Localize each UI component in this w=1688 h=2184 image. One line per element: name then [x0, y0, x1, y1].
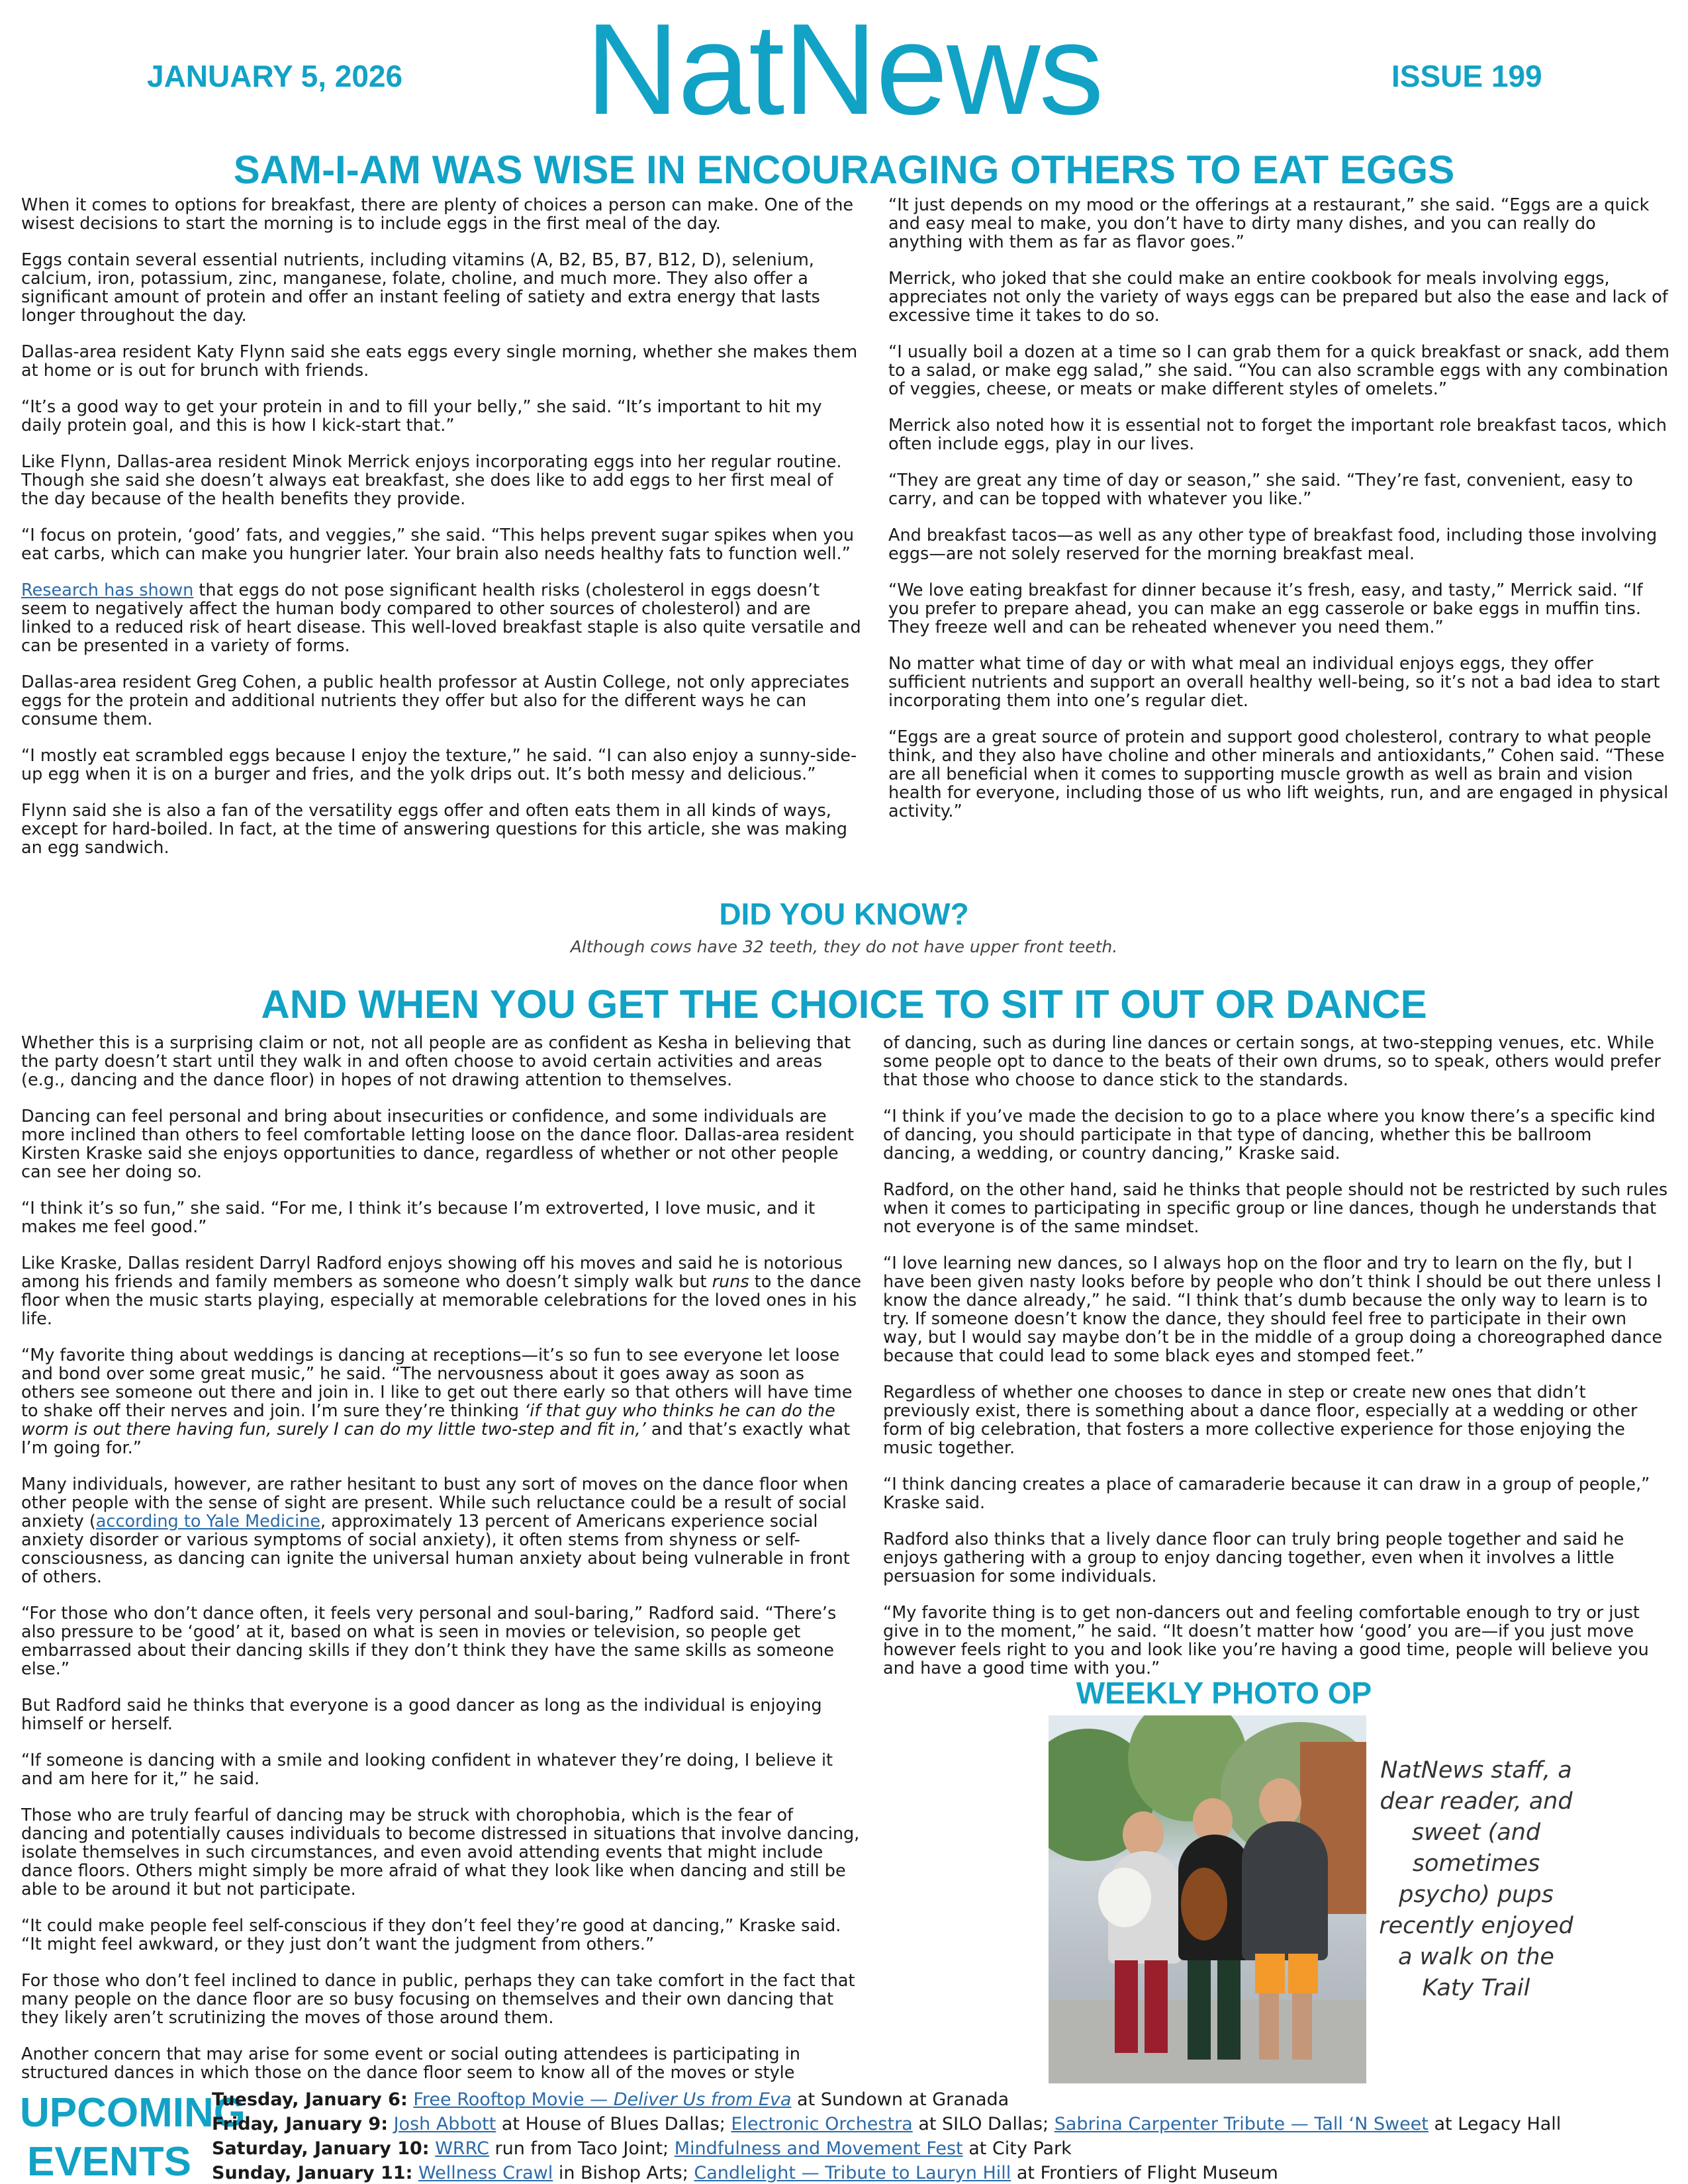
event-day: Tuesday, January 6:: [212, 2089, 408, 2110]
event-link[interactable]: [394, 2114, 496, 2134]
event-link-text: Wellness Crawl: [418, 2163, 553, 2183]
issue-number: ISSUE 199: [1391, 59, 1542, 93]
article2-paragraph: “If someone is dancing with a smile and looking confident in whatever they’re doing, I believe it and am here for it,” he said.: [21, 1751, 833, 1789]
event-link[interactable]: [418, 2163, 553, 2183]
article1-paragraph: Dallas-area resident Greg Cohen, a public health professor at Austin College, not only appreciates eggs for the protein and additional nutrients they offer but also for the different ways he can consume them.: [21, 672, 850, 729]
event-text: run from Taco Joint;: [489, 2138, 675, 2159]
event-text: [412, 2163, 418, 2183]
article2-paragraph: Whether this is a surprising claim or not, not all people are as confident as Kesha in believing that the party doesn’t start until they walk in and often choose to avoid certain activities and areas (e.g., dancing and the dance floor) in hopes of not drawing attention to themselves.: [21, 1033, 851, 1090]
event-link-italic-text: Deliver Us from Eva: [613, 2089, 792, 2110]
article1-left-column: [21, 196, 862, 875]
research-paragraph: Research has shown that eggs do not pose significant health risks (cholesterol in eggs doesn’t seem to negatively affect the human body compared to other sources of cholesterol) and are linked to a reduced risk of heart disease. This well-loved breakfast staple is also quite versatile and can be presented in a variety of forms.: [21, 580, 861, 656]
upcoming-events-label: UPCOMING EVENTS: [20, 2090, 246, 2184]
event-link[interactable]: [675, 2138, 963, 2159]
yale-medicine-link[interactable]: according to Yale Medicine: [95, 1512, 321, 1531]
photo-op-caption: NatNews staff, a dear reader, and sweet (and sometimes psycho) pups recently enjoyed a walk on the Katy Trail: [1379, 1757, 1573, 2001]
event-link-text: Mindfulness and Movement Fest: [674, 2138, 963, 2159]
article1-paragraph: “We love eating breakfast for dinner because it’s fresh, easy, and tasty,” Merrick said. “If you prefer to prepare ahead, you can make an egg casserole or bake eggs in muffin tins. They freeze well and can be reheated whenever you need them.”: [888, 580, 1643, 637]
article2-paragraph: For those who don’t feel inclined to dance in public, perhaps they can take comfort in the fact that many people on the dance floor are so busy focusing on themselves and their own dancing that they likely aren’t scrutinizing the moves of those around them.: [21, 1971, 855, 2028]
article1-paragraph: “They are great any time of day or season,” she said. “They’re fast, convenient, easy to carry, and can be topped with whatever you like.”: [888, 471, 1633, 509]
article2-paragraph: Radford also thinks that a lively dance floor can truly bring people together and said he enjoys gathering with a group to enjoy dancing together, even when it involves a little persuasion for some individuals.: [883, 1529, 1624, 1586]
article1-paragraph: “I usually boil a dozen at a time so I can grab them for a quick breakfast or snack, add them to a salad, or make egg salad,” she said. “You can also scramble eggs with any combination of veggies, cheese, or meats or make different styles of omelets.”: [888, 342, 1669, 399]
event-text: at House of Blues Dallas;: [496, 2114, 731, 2134]
article2-paragraph: “I think if you’ve made the decision to go to a place where you know there’s a specific kind of dancing, you should participate in that type of dancing, whether this be ballroom dancing, a wedding, or country dancing,” Kraske said.: [883, 1107, 1656, 1163]
event-text: [388, 2114, 394, 2134]
article1-headline: SAM-I-AM WAS WISE IN ENCOURAGING OTHERS TO EAT EGGS: [233, 148, 1455, 192]
event-link[interactable]: [413, 2089, 791, 2110]
article2-right-column: [883, 1034, 1668, 1696]
research-link[interactable]: Research has shown: [21, 580, 194, 600]
event-text: in Bishop Arts;: [553, 2163, 694, 2183]
article1-paragraph: Merrick, who joked that she could make an entire cookbook for meals involving eggs, appreciates not only the variety of ways eggs can be prepared but also the ease and lack of excessive time it takes to do so.: [888, 269, 1668, 326]
article1-paragraph: No matter what time of day or with what meal an individual enjoys eggs, they offer sufficient nutrients and support an overall healthy well-being, so it’s not a bad idea to start incorporating them into one’s regular diet.: [888, 654, 1660, 711]
photo-op-heading: WEEKLY PHOTO OP: [1076, 1676, 1372, 1710]
article2-paragraph: Radford, on the other hand, said he thinks that people should not be restricted by such rules when it comes to participating in specific group or line dances, though he understands that not everyone is of the same mindset.: [883, 1180, 1668, 1237]
article2-paragraph: “For those who don’t dance often, it feels very personal and soul-baring,” Radford said. “There’s also pressure to be ‘good’ at it, based on what is seen in movies or television, so people get embarrassed about their dancing skills if they don’t think they have the same skills as someone else.”: [21, 1604, 837, 1679]
event-text: [430, 2138, 436, 2159]
article2-paragraph: “I think dancing creates a place of camaraderie because it can draw in a group of people,” Kraske said.: [883, 1475, 1650, 1513]
article2-headline: AND WHEN YOU GET THE CHOICE TO SIT IT OUT OR DANCE: [261, 982, 1427, 1026]
article1-paragraph: Merrick also noted how it is essential not to forget the important role breakfast tacos, which often include eggs, play in our lives.: [888, 416, 1667, 454]
issue-date: JANUARY 5, 2026: [147, 59, 403, 93]
article2-paragraph: “It could make people feel self-conscious if they don’t feel they’re good at dancing,” Kraske said. “It might feel awkward, or they just don’t want the judgment from others.”: [21, 1916, 841, 1954]
event-row: [212, 2087, 1668, 2112]
photo-op-image: [1049, 1715, 1366, 2083]
event-link[interactable]: [731, 2114, 912, 2134]
did-you-know-heading: DID YOU KNOW?: [719, 897, 969, 931]
did-you-know-text: Although cows have 32 teeth, they do not have upper front teeth.: [570, 937, 1118, 956]
article1-paragraph: Flynn said she is also a fan of the versatility eggs offer and often eats them in all kinds of ways, except for hard-boiled. In fact, at the time of answering questions for this article, she was making an egg sandwich.: [21, 801, 847, 858]
article1-paragraph: Like Flynn, Dallas-area resident Minok Merrick enjoys incorporating eggs into her regular routine. Though she said she doesn’t always eat breakfast, she does like to add eggs to her first meal of the day because of the health benefits they provide.: [21, 452, 842, 509]
event-link[interactable]: [435, 2138, 489, 2159]
event-link-text: Sabrina Carpenter Tribute — Tall ‘N Sweet: [1054, 2114, 1429, 2134]
event-link-text: Free Rooftop Movie —: [413, 2089, 614, 2110]
article1-paragraph: “It’s a good way to get your protein in and to fill your belly,” she said. “It’s important to hit my daily protein goal, and this is how I kick-start that.”: [21, 397, 822, 435]
article1-paragraph: Eggs contain several essential nutrients, including vitamins (A, B2, B5, B7, B12, D), selenium, calcium, iron, potassium, zinc, manganese, folate, choline, and much more. They also offer a significant amount of protein and offer an instant feeling of satiety and extra energy that lasts longer throughout the day.: [21, 250, 820, 326]
article1-right-column: [888, 196, 1669, 839]
article2-paragraph: Like Kraske, Dallas resident Darryl Radford enjoys showing off his moves and said he is notorious among his friends and family members as someone who doesn’t simply walk but runs to the dance floor when the music starts playing, especially at memorable celebrations for the loved ones in his life.: [21, 1253, 862, 1329]
article1-paragraph: Dallas-area resident Katy Flynn said she eats eggs every single morning, whether she makes them at home or is out for brunch with friends.: [21, 342, 858, 381]
event-link-text: WRRC: [435, 2138, 489, 2159]
article1-paragraph: “Eggs are a great source of protein and support good cholesterol, contrary to what people think, and they also have choline and other minerals and antioxidants,” Cohen said. “These are all beneficial when it comes to supporting muscle growth as well as brain and vision health for everyone, including those of us who lift weights, run, and are engaged in physical activity.”: [888, 727, 1669, 821]
article2-paragraph: Many individuals, however, are rather hesitant to bust any sort of moves on the dance floor when other people with the sense of sight are present. While such reluctance could be a result of social anxiety (according to Yale Medicine, approximately 13 percent of Americans experience social anxiety disorder or various symptoms of social anxiety), it often stems from shyness or self-consciousness, as dancing can ignite the universal human anxiety about being vulnerable in front of others.: [21, 1475, 850, 1587]
event-row: [212, 2136, 1668, 2161]
article2-paragraph: Another concern that may arise for some event or social outing attendees is participating in structured dances in which those on the dance floor seem to know all of the moves or style: [21, 2044, 800, 2083]
event-row: [212, 2112, 1668, 2136]
article2-paragraph: “I think it’s so fun,” she said. “For me, I think it’s because I’m extroverted, I love music, and it makes me feel good.”: [21, 1199, 816, 1237]
event-text: at Sundown at Granada: [791, 2089, 1009, 2110]
event-day: Friday, January 9:: [212, 2114, 388, 2134]
event-row: [212, 2161, 1668, 2184]
article2-paragraph: “My favorite thing is to get non-dancers out and feeling comfortable enough to try or just give in to the moment,” he said. “It doesn’t matter how ‘good’ you are—if you just move however feels right to you and look like you’re having a good time, people will believe you and have a good time with you.”: [883, 1603, 1649, 1678]
event-text: at City Park: [962, 2138, 1072, 2159]
event-link-text: Josh Abbott: [393, 2114, 496, 2134]
article2-paragraph: “I love learning new dances, so I always hop on the floor and try to learn on the fly, but I have been given nasty looks before by people who don’t think I should be out there unless I know the dance already,” he said. “I think that’s dumb because the only way to learn is to try. If someone doesn’t know the dance, they should feel free to participate in their own way, but I would say maybe don’t be in the middle of a group doing a choreographed dance because that could lead to some black eyes and stomped feet.”: [883, 1253, 1663, 1366]
event-link[interactable]: [1055, 2114, 1429, 2134]
article2-left-column: [21, 1034, 862, 2100]
article2-paragraph: of dancing, such as during line dances or certain songs, at two-stepping venues, etc. While some people opt to dance to the beats of their own drums, so to speak, others would prefer that those who choose to dance stick to the standards.: [883, 1033, 1661, 1090]
article1-paragraph: “I focus on protein, ‘good’ fats, and veggies,” she said. “This helps prevent sugar spikes when you eat carbs, which can make you hungrier later. Your brain also needs healthy fats to function well.”: [21, 525, 855, 564]
article2-paragraph: But Radford said he thinks that everyone is a good dancer as long as the individual is enjoying himself or herself.: [21, 1696, 822, 1734]
article2-paragraph: Regardless of whether one chooses to dance in step or create new ones that didn’t previously exist, there is something about a dance floor, especially at a wedding or other form of big celebration, that fosters a more collective experience for those enjoying the music together.: [883, 1383, 1638, 1458]
article1-paragraph: “I mostly eat scrambled eggs because I enjoy the texture,” he said. “I can also enjoy a sunny-side-up egg when it is on a burger and fries, and the yolk drips out. It’s both messy and delicious.”: [21, 746, 857, 784]
article2-paragraph: Those who are truly fearful of dancing may be struck with chorophobia, which is the fear of dancing and potentially causes individuals to become distressed in situations that involve dancing, isolate themselves in such circumstances, and even avoid attending events that might include dance floors. Others might simply be more afraid of what they look like when dancing and still be able to be around it but not participate.: [21, 1805, 860, 1899]
event-text: at Legacy Hall: [1428, 2114, 1562, 2134]
event-link[interactable]: [694, 2163, 1011, 2183]
event-day: Saturday, January 10:: [212, 2138, 430, 2159]
event-text: at Frontiers of Flight Museum: [1011, 2163, 1278, 2183]
masthead-title: NatNews: [585, 0, 1103, 142]
article2-paragraph: “My favorite thing about weddings is dancing at receptions—it’s so fun to see everyone let loose and bond over some great music,” he said. “The nervousness about it goes away as soon as others see someone out there and join in. I like to get out there early so that others will have time to shake off their nerves and join. I’m sure they’re thinking ‘if that guy who thinks he can do the worm is out there having fun, surely I can do my little two-step and fit in,’ and that’s exactly what I’m going for.”: [21, 1345, 853, 1458]
event-text: at SILO Dallas;: [912, 2114, 1055, 2134]
event-day: Sunday, January 11:: [212, 2163, 413, 2183]
upcoming-events-list: [212, 2087, 1668, 2184]
event-link-text: Candlelight — Tribute to Lauryn Hill: [694, 2163, 1011, 2183]
article2-paragraph: Dancing can feel personal and bring about insecurities or confidence, and some individuals are more inclined than others to feel comfortable letting loose on the dance floor. Dallas-area resident Kirsten Kraske said she enjoys opportunities to dance, regardless of whether or not other people can see her doing so.: [21, 1107, 855, 1182]
article1-paragraph: When it comes to options for breakfast, there are plenty of choices a person can make. One of the wisest decisions to start the morning is to include eggs in the first meal of the day.: [21, 195, 854, 234]
article1-paragraph: And breakfast tacos—as well as any other type of breakfast food, including those involving eggs—are not solely reserved for the morning breakfast meal.: [888, 525, 1658, 564]
event-link-text: Electronic Orchestra: [731, 2114, 913, 2134]
article1-paragraph: “It just depends on my mood or the offerings at a restaurant,” she said. “Eggs are a quick and easy meal to make, you don’t have to dirty many dishes, and you can really do anything with them as far as flavor goes.”: [888, 195, 1650, 252]
